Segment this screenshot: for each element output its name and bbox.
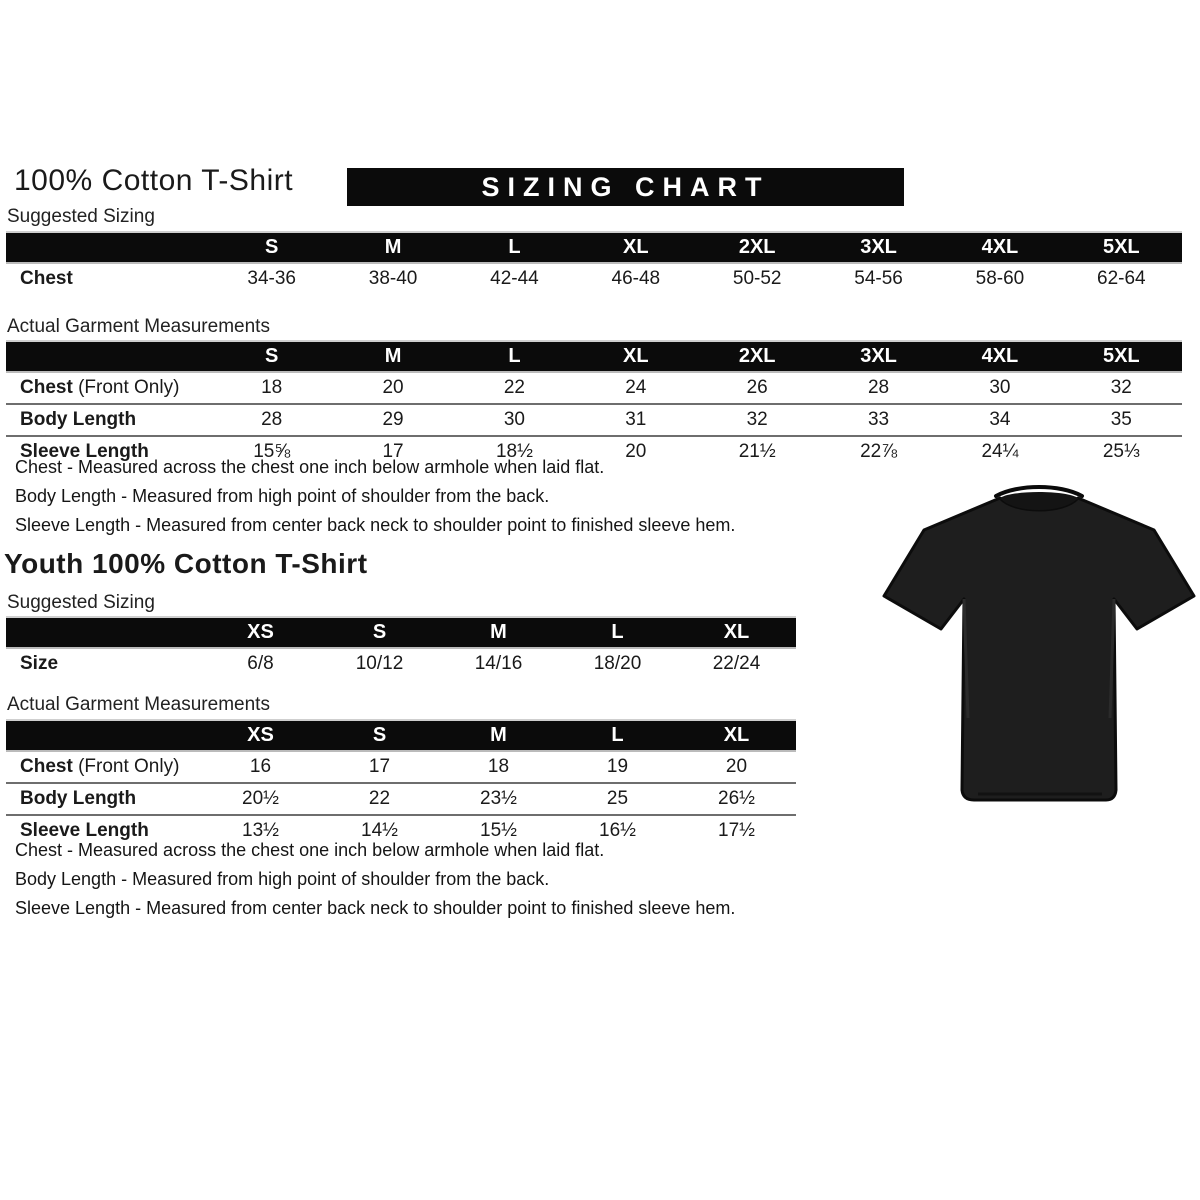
row-label (6, 653, 201, 675)
table-cell: 10/12 (355, 653, 404, 674)
youth-section-title: Youth 100% Cotton T-Shirt (4, 548, 368, 579)
sizing-chart-banner-label: SIZING CHART (481, 171, 770, 202)
table-cell: 62-64 (1097, 268, 1146, 289)
table-cell: 29 (382, 409, 404, 430)
table-cell: 30 (989, 377, 1011, 398)
row-label (6, 820, 201, 842)
note-body-length: Body Length - Measured from high point of shoulder from the back. (15, 486, 550, 506)
note-sleeve-length: Sleeve Length - Measured from center back neck to shoulder point to finished sleeve hem. (15, 515, 736, 535)
table-cell: 25 (606, 788, 629, 809)
column-header: 4XL (981, 236, 1019, 258)
note-chest: Chest - Measured across the chest one inch below armhole when laid flat. (15, 457, 605, 477)
column-header: 2XL (738, 236, 776, 258)
table-header-row (6, 719, 796, 752)
tshirt-icon (878, 468, 1198, 828)
table-cell: 20 (382, 377, 404, 398)
row-label (6, 788, 201, 810)
row-label (6, 756, 201, 778)
column-header: XL (623, 345, 649, 367)
table-cell: 22/24 (712, 653, 761, 674)
column-header: XS (247, 724, 274, 746)
table-cell: 25⅓ (1102, 441, 1140, 462)
column-header: 3XL (860, 345, 897, 367)
table-cell: 20½ (242, 788, 279, 809)
column-header: L (611, 724, 624, 746)
table-cell: 33 (867, 409, 890, 430)
table-cell: 32 (1110, 377, 1132, 398)
note-sleeve-length: Sleeve Length - Measured from center back neck to shoulder point to finished sleeve hem. (15, 898, 736, 918)
table-cell: 30 (503, 409, 525, 430)
column-header: XL (723, 621, 750, 643)
table-cell: 58-60 (975, 268, 1025, 289)
table-cell: 34 (989, 409, 1011, 430)
table-cell: 23½ (480, 788, 517, 809)
adult-measurements-table (6, 340, 1182, 467)
note-body-length: Body Length - Measured from high point of shoulder from the back. (15, 869, 550, 889)
table-cell: 42-44 (490, 268, 539, 289)
table-cell: 34-36 (247, 268, 296, 289)
black-tshirt-image (878, 468, 1198, 828)
row-label-main: Body Length (20, 788, 137, 809)
adult-suggested-sizing-table (6, 231, 1182, 294)
column-header: S (372, 621, 387, 643)
table-header-row (6, 340, 1182, 373)
row-label (6, 268, 211, 290)
row-label-suffix: (Front Only) (72, 377, 180, 398)
table-cell: 24 (625, 377, 647, 398)
column-header: L (611, 621, 624, 643)
table-cell: 18 (261, 377, 283, 398)
adult-notes (15, 458, 815, 545)
table-cell: 6/8 (247, 653, 274, 674)
column-header: S (265, 345, 279, 367)
table-cell: 32 (746, 409, 768, 430)
table-cell: 20 (625, 441, 647, 462)
table-cell: 20 (725, 756, 748, 777)
table-cell: 14/16 (474, 653, 523, 674)
column-header: M (490, 621, 507, 643)
page-title: 100% Cotton T-Shirt (14, 164, 294, 197)
row-label-main: Chest (20, 377, 73, 398)
table-cell: 22 (368, 788, 391, 809)
table-cell: 38-40 (368, 268, 418, 289)
column-header: S (265, 236, 279, 258)
column-header: M (384, 345, 402, 367)
row-label-main: Size (20, 653, 59, 674)
column-header: XS (247, 621, 274, 643)
row-label-main: Body Length (20, 409, 137, 430)
table-row (6, 782, 796, 814)
table-cell: 22⅞ (860, 441, 898, 462)
table-cell: 26 (746, 377, 768, 398)
table-cell: 17 (368, 756, 391, 777)
table-cell: 16 (249, 756, 272, 777)
sizing-chart-banner (347, 168, 904, 206)
column-header: 2XL (738, 345, 776, 367)
table-cell: 16½ (599, 820, 636, 841)
row-label-main: Chest (20, 756, 73, 777)
column-header: 3XL (860, 236, 897, 258)
table-row (6, 649, 796, 679)
youth-measurements-table (6, 719, 796, 846)
table-cell: 28 (261, 409, 283, 430)
column-header: S (372, 724, 387, 746)
column-header: M (384, 236, 402, 258)
table-cell: 15½ (480, 820, 517, 841)
table-cell: 17½ (718, 820, 755, 841)
table-cell: 18/20 (593, 653, 642, 674)
adult-suggested-sizing-label: Suggested Sizing (7, 206, 155, 227)
row-label-main: Sleeve Length (20, 441, 149, 462)
table-header-row (6, 231, 1182, 264)
column-header: L (508, 345, 521, 367)
table-row (6, 373, 1182, 403)
table-row (6, 752, 796, 782)
table-cell: 18 (487, 756, 510, 777)
column-header: XL (723, 724, 750, 746)
row-label (6, 409, 211, 431)
youth-measurements-label: Actual Garment Measurements (7, 694, 270, 715)
table-cell: 46-48 (611, 268, 661, 289)
row-label (6, 377, 211, 399)
column-header: M (490, 724, 507, 746)
table-cell: 24¼ (981, 441, 1019, 462)
youth-notes (15, 841, 815, 928)
table-cell: 31 (625, 409, 647, 430)
table-cell: 28 (867, 377, 890, 398)
table-cell: 14½ (361, 820, 398, 841)
column-header: 5XL (1102, 236, 1140, 258)
table-row (6, 264, 1182, 294)
youth-suggested-sizing-label: Suggested Sizing (7, 592, 155, 613)
table-row (6, 403, 1182, 435)
adult-measurements-label: Actual Garment Measurements (7, 316, 270, 337)
table-cell: 15⅝ (253, 441, 291, 462)
table-cell: 21½ (738, 441, 776, 462)
column-header: L (508, 236, 521, 258)
table-cell: 18½ (495, 441, 533, 462)
table-cell: 13½ (242, 820, 279, 841)
table-cell: 19 (606, 756, 629, 777)
column-header: 4XL (981, 345, 1019, 367)
table-cell: 35 (1110, 409, 1132, 430)
youth-suggested-sizing-table (6, 616, 796, 679)
row-label-main: Chest (20, 268, 73, 289)
table-cell: 54-56 (854, 268, 903, 289)
table-cell: 26½ (718, 788, 755, 809)
note-chest: Chest - Measured across the chest one inch below armhole when laid flat. (15, 840, 605, 860)
row-label-main: Sleeve Length (20, 820, 149, 841)
column-header: 5XL (1102, 345, 1140, 367)
table-cell: 22 (503, 377, 525, 398)
table-header-row (6, 616, 796, 649)
row-label-suffix: (Front Only) (72, 756, 180, 777)
table-cell: 50-52 (732, 268, 782, 289)
table-cell: 17 (382, 441, 404, 462)
column-header: XL (623, 236, 649, 258)
